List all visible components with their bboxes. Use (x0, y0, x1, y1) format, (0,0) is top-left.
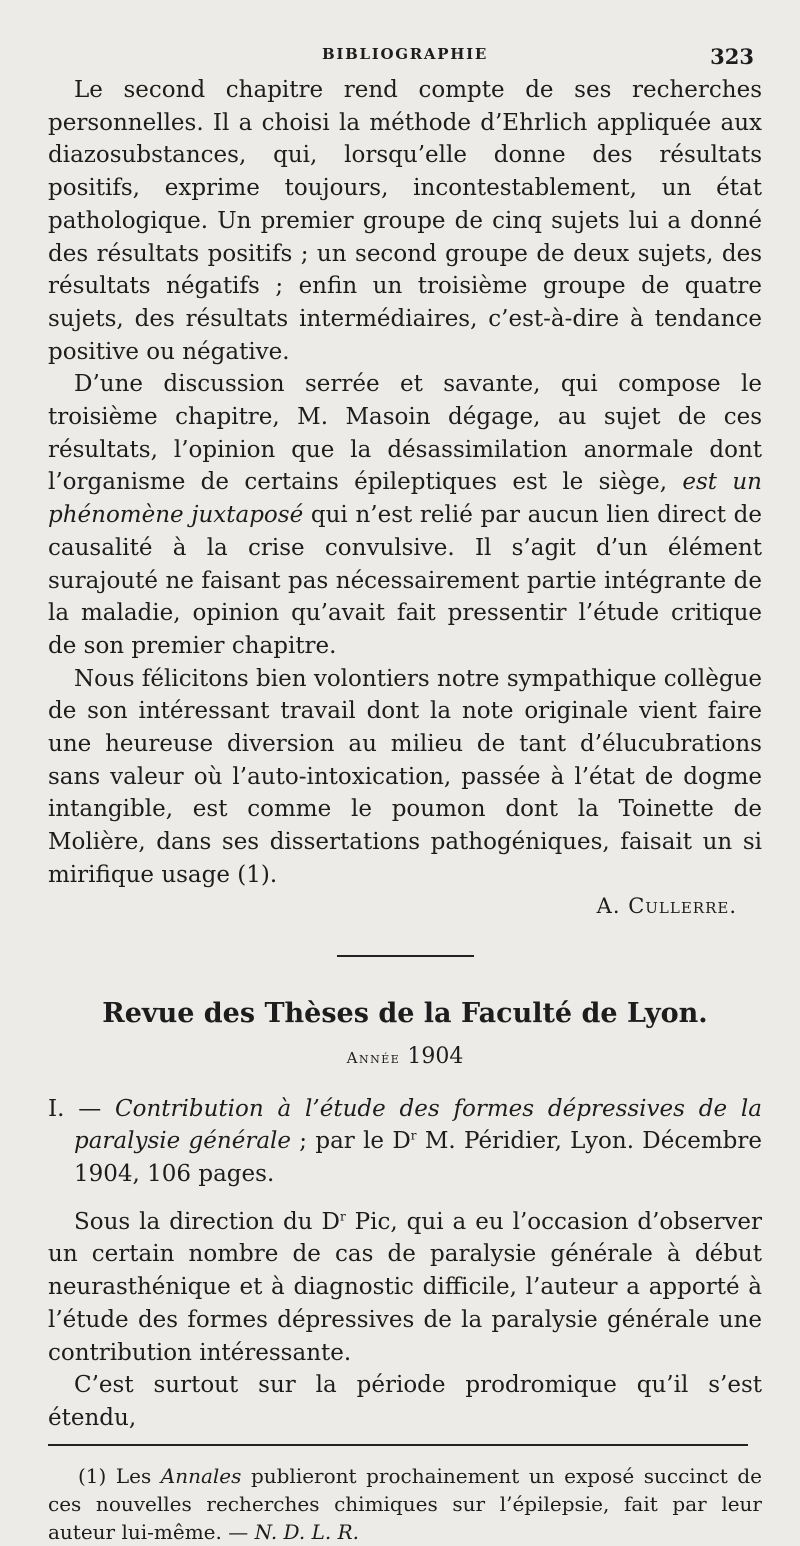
paragraph-text: Sous la direction du D (74, 1208, 340, 1235)
footnote-text: publieront prochainement un exposé succinct de ces nouvelles recherches chimiques sur l’épilepsie, fait par leur auteur lui-même. — (48, 1463, 762, 1544)
review-signature (48, 894, 737, 918)
footnote (48, 1462, 762, 1546)
journal-title: Annales (160, 1463, 242, 1488)
footnote-text: (1) Les (78, 1463, 161, 1488)
doctor-abbreviation: r (410, 1128, 417, 1143)
paragraph-prodromic-period: C’est surtout sur la période prodromique qu’il s’est étendu, (48, 1372, 762, 1431)
paragraph-text: qui n’est relié par aucun lien direct de causalité à la crise convulsive. Il s’agit d’un élément surajouté ne faisant pas nécessairement partie intégrante de la maladie, opinion qu’avait fait pressentir l’étude critique de son premier chapitre. (48, 502, 762, 659)
paragraph-conclusion: Nous félicitons bien volontiers notre sympathique collègue de son intéressant travail dont la note originale vient faire une heureuse diversion au milieu de tant d’élucubrations sans valeur où l’auto-intoxication, passée à l’état de dogme intangible, est comme le poumon dont la Toinette de Molière, dans ses dissertations pathogéniques, faisait un si mirifique usage (1). (48, 665, 762, 888)
paragraph-text: D’une discussion serrée et savante, qui compose le troisième chapitre, M. Masoin dégage, au sujet de ces résultats, l’opinion que la désassimilation anormale dont l’organisme de certains épileptiques est le siège, (48, 371, 762, 496)
paragraph-thesis-summary (48, 1206, 762, 1370)
year-value: 1904 (407, 1043, 464, 1069)
thesis-entry-heading (48, 1093, 762, 1191)
footnote-divider (48, 1444, 748, 1446)
editor-note: N. D. L. R. (254, 1519, 359, 1544)
page-number: 323 (710, 44, 754, 69)
doctor-abbreviation: r (339, 1209, 346, 1224)
paragraph-third-chapter (48, 368, 762, 662)
thesis-number: I. — (48, 1095, 116, 1122)
year-label: Année (346, 1048, 401, 1067)
section-divider (337, 955, 474, 957)
running-title: BIBLIOGRAPHIE (322, 45, 488, 63)
paragraph-text: Pic, qui a eu l’occasion d’observer un certain nombre de cas de paralysie générale à début neurasthénique et à diagnostic difficile, l’auteur a apporté à l’étude des formes dépressives de la paralysie générale une contribution intéressante. (48, 1208, 762, 1366)
thesis-title: Contribution à l’étude des formes dépressives de la paralysie générale (74, 1095, 762, 1155)
section-title: Revue des Thèses de la Faculté de Lyon. (102, 997, 708, 1029)
thesis-author-text: ; par le D (291, 1128, 411, 1155)
thesis-meta-text: M. Péridier, Lyon. Décembre 1904, 106 pages. (74, 1128, 762, 1187)
paragraph-second-chapter: Le second chapitre rend compte de ses recherches personnelles. Il a choisi la méthode d’Ehrlich appliquée aux diazosubstances, qui, lorsqu’elle donne des résultats positifs, exprime toujours, incontestablement, un état pathologique. Un premier groupe de cinq sujets lui a donné des résultats positifs ; un second groupe de deux sujets, des résultats négatifs ; enfin un troisième groupe de quatre sujets, des résultats intermédiaires, c’est-à-dire à tendance positive ou négative. (48, 77, 762, 365)
section-year (48, 1042, 762, 1073)
signature-name: Cullerre. (628, 893, 737, 918)
emphasis-text: est un phénomène juxtaposé (48, 469, 762, 529)
running-head (48, 32, 762, 74)
signature-initial: A. (596, 893, 629, 918)
